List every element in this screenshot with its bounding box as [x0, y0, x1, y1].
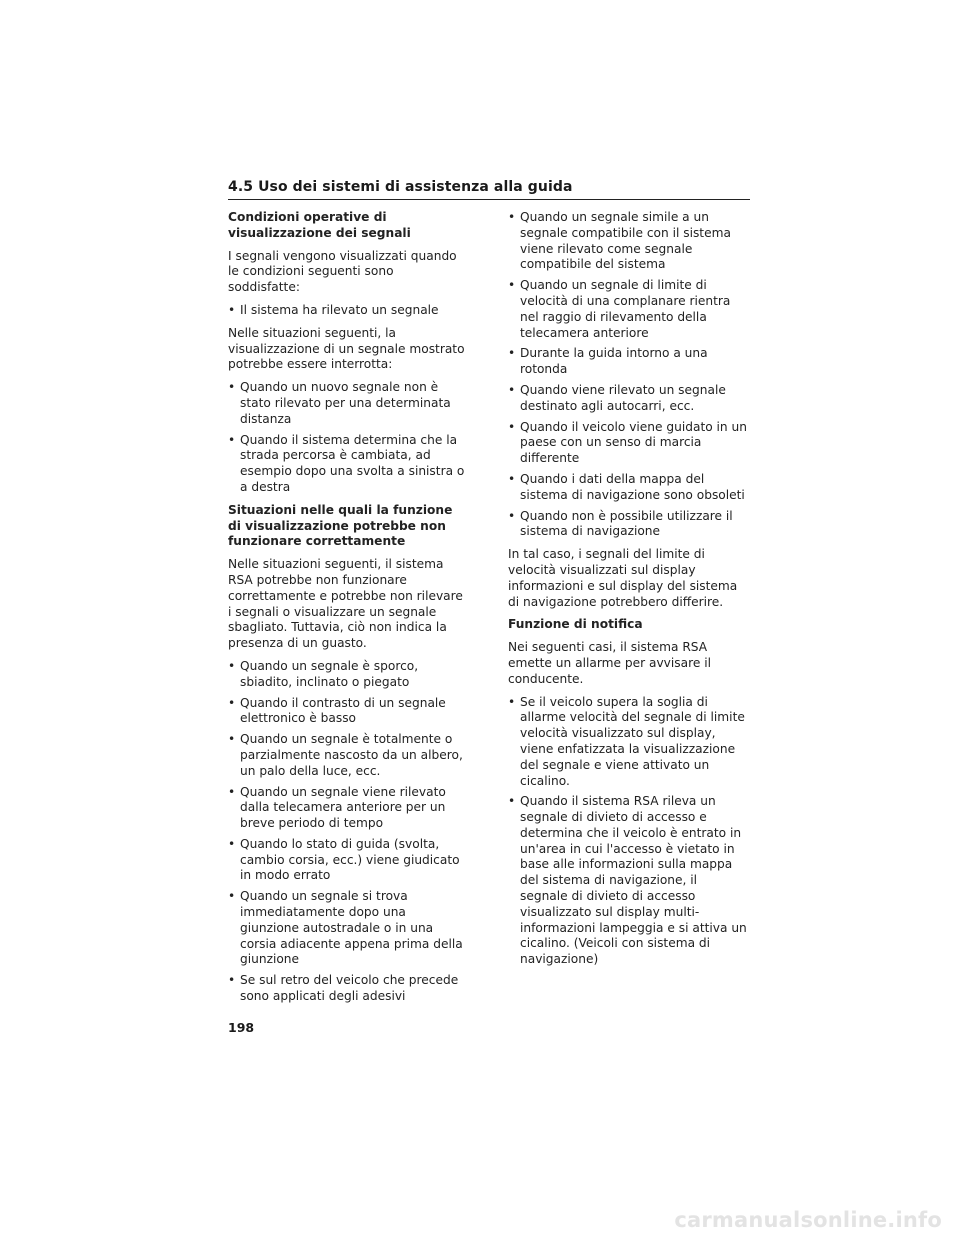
list-item-text: Quando un segnale si trova immediatamente dopo una giunzione autostradale o in una corsia adiacente appena prima della giunzione — [240, 889, 463, 967]
list-item — [228, 837, 468, 884]
bullet-icon: • — [508, 508, 516, 523]
bullet-icon: • — [228, 380, 236, 395]
list-item — [508, 420, 748, 467]
list-item-text: Quando un segnale è sporco, sbiadito, inclinato o piegato — [240, 658, 419, 689]
list-item — [228, 303, 468, 319]
list-item — [508, 794, 748, 968]
list-item — [508, 695, 748, 790]
bullet-icon: • — [508, 419, 516, 434]
paragraph: Nei seguenti casi, il sistema RSA emette un allarme per avvisare il conducente. — [508, 640, 711, 686]
list-item-text: Quando un nuovo segnale non è stato rilevato per una determinata distanza — [240, 380, 451, 426]
bullet-icon: • — [508, 346, 516, 361]
bullet-icon: • — [228, 432, 236, 447]
bullet-list — [228, 659, 468, 1005]
list-item-text: Quando il sistema determina che la strada percorsa è cambiata, ad esempio dopo una svolta a sinistra o a destra — [240, 432, 465, 494]
bullet-icon: • — [508, 382, 516, 397]
list-item-text: Quando un segnale di limite di velocità di una complanare rientra nel raggio di rilevamento della telecamera anteriore — [520, 278, 731, 340]
bullet-list — [228, 380, 468, 496]
list-item-text: Durante la guida intorno a una rotonda — [520, 346, 708, 377]
bullet-list — [508, 210, 748, 540]
page-number: 198 — [228, 1020, 255, 1035]
list-item — [228, 973, 468, 1005]
list-item — [228, 785, 468, 832]
list-item-text: Se il veicolo supera la soglia di allarme velocità del segnale di limite velocità visualizzato sul display, viene enfatizzata la visualizzazione del segnale e viene attivato un cicalino. — [520, 694, 745, 788]
list-item-text: Quando il veicolo viene guidato in un paese con un senso di marcia differente — [520, 419, 747, 466]
paragraph: Nelle situazioni seguenti, la visualizzazione di un segnale mostrato potrebbe essere interrotta: — [228, 325, 465, 372]
list-item — [508, 509, 748, 541]
bullet-icon: • — [228, 889, 236, 904]
list-item-text: Quando lo stato di guida (svolta, cambio corsia, ecc.) viene giudicato in modo errato — [240, 836, 460, 883]
list-item-text: Quando un segnale è totalmente o parzialmente nascosto da un albero, un palo della luce, ecc. — [240, 732, 463, 778]
bullet-icon: • — [228, 732, 236, 747]
list-item-text: Quando il sistema RSA rileva un segnale di divieto di accesso e determina che il veicolo è entrato in un'area in cui l'accesso è vietato in base alle informazioni sulla mappa del sistema di navigazione, il segnale di divieto di accesso visualizzato sul display multi-informazioni lampeggia e si attiva un cicalino. (Veicoli con sistema di navigazione) — [520, 794, 747, 967]
list-item — [228, 696, 468, 728]
list-item — [228, 889, 468, 968]
heading-operating-conditions: Condizioni operative di visualizzazione dei segnali — [228, 210, 411, 240]
list-item-text: Se sul retro del veicolo che precede sono applicati degli adesivi — [240, 973, 459, 1004]
header-divider — [228, 199, 750, 200]
list-item-text: Quando non è possibile utilizzare il sistema di navigazione — [520, 508, 733, 539]
bullet-list — [228, 303, 468, 319]
list-item — [228, 732, 468, 779]
watermark-logo: carmanualsonline.info — [674, 1208, 942, 1232]
bullet-icon: • — [508, 694, 516, 709]
bullet-list — [508, 695, 748, 969]
bullet-icon: • — [508, 471, 516, 486]
list-item — [228, 659, 468, 691]
list-item-text: Quando un segnale viene rilevato dalla telecamera anteriore per un breve periodo di tempo — [240, 784, 446, 831]
left-column — [228, 210, 468, 1012]
paragraph: In tal caso, i segnali del limite di velocità visualizzati sul display informazioni e sul display del sistema di navigazione potrebbero differire. — [508, 547, 738, 609]
list-item — [508, 346, 748, 378]
list-item-text: Quando viene rilevato un segnale destinato agli autocarri, ecc. — [520, 382, 726, 413]
list-item-text: Quando un segnale simile a un segnale compatibile con il sistema viene rilevato come segnale compatibile del sistema — [520, 210, 731, 272]
bullet-icon: • — [228, 302, 236, 317]
list-item-text: Il sistema ha rilevato un segnale — [240, 302, 439, 317]
bullet-icon: • — [228, 784, 236, 799]
list-item — [508, 210, 748, 273]
bullet-icon: • — [228, 973, 236, 988]
bullet-icon: • — [228, 695, 236, 710]
list-item — [228, 380, 468, 427]
paragraph: I segnali vengono visualizzati quando le condizioni seguenti sono soddisfatte: — [228, 248, 457, 295]
right-column — [508, 210, 748, 975]
list-item-text: Quando il contrasto di un segnale elettronico è basso — [240, 695, 446, 726]
heading-malfunction-situations: Situazioni nelle quali la funzione di visualizzazione potrebbe non funzionare correttamente — [228, 502, 453, 549]
bullet-icon: • — [508, 210, 516, 224]
bullet-icon: • — [508, 794, 516, 809]
list-item — [508, 472, 748, 504]
list-item — [508, 383, 748, 415]
bullet-icon: • — [508, 278, 516, 293]
bullet-icon: • — [228, 658, 236, 673]
heading-notification-function: Funzione di notifica — [508, 617, 643, 632]
bullet-icon: • — [228, 836, 236, 851]
section-header: 4.5 Uso dei sistemi di assistenza alla guida — [228, 179, 573, 195]
list-item — [228, 433, 468, 496]
paragraph: Nelle situazioni seguenti, il sistema RSA potrebbe non funzionare correttamente e potrebbe non rilevare i segnali o visualizzare un segnale sbagliato. Tuttavia, ciò non indica la presenza di un guasto. — [228, 557, 463, 651]
list-item-text: Quando i dati della mappa del sistema di navigazione sono obsoleti — [520, 471, 745, 502]
list-item — [508, 278, 748, 341]
